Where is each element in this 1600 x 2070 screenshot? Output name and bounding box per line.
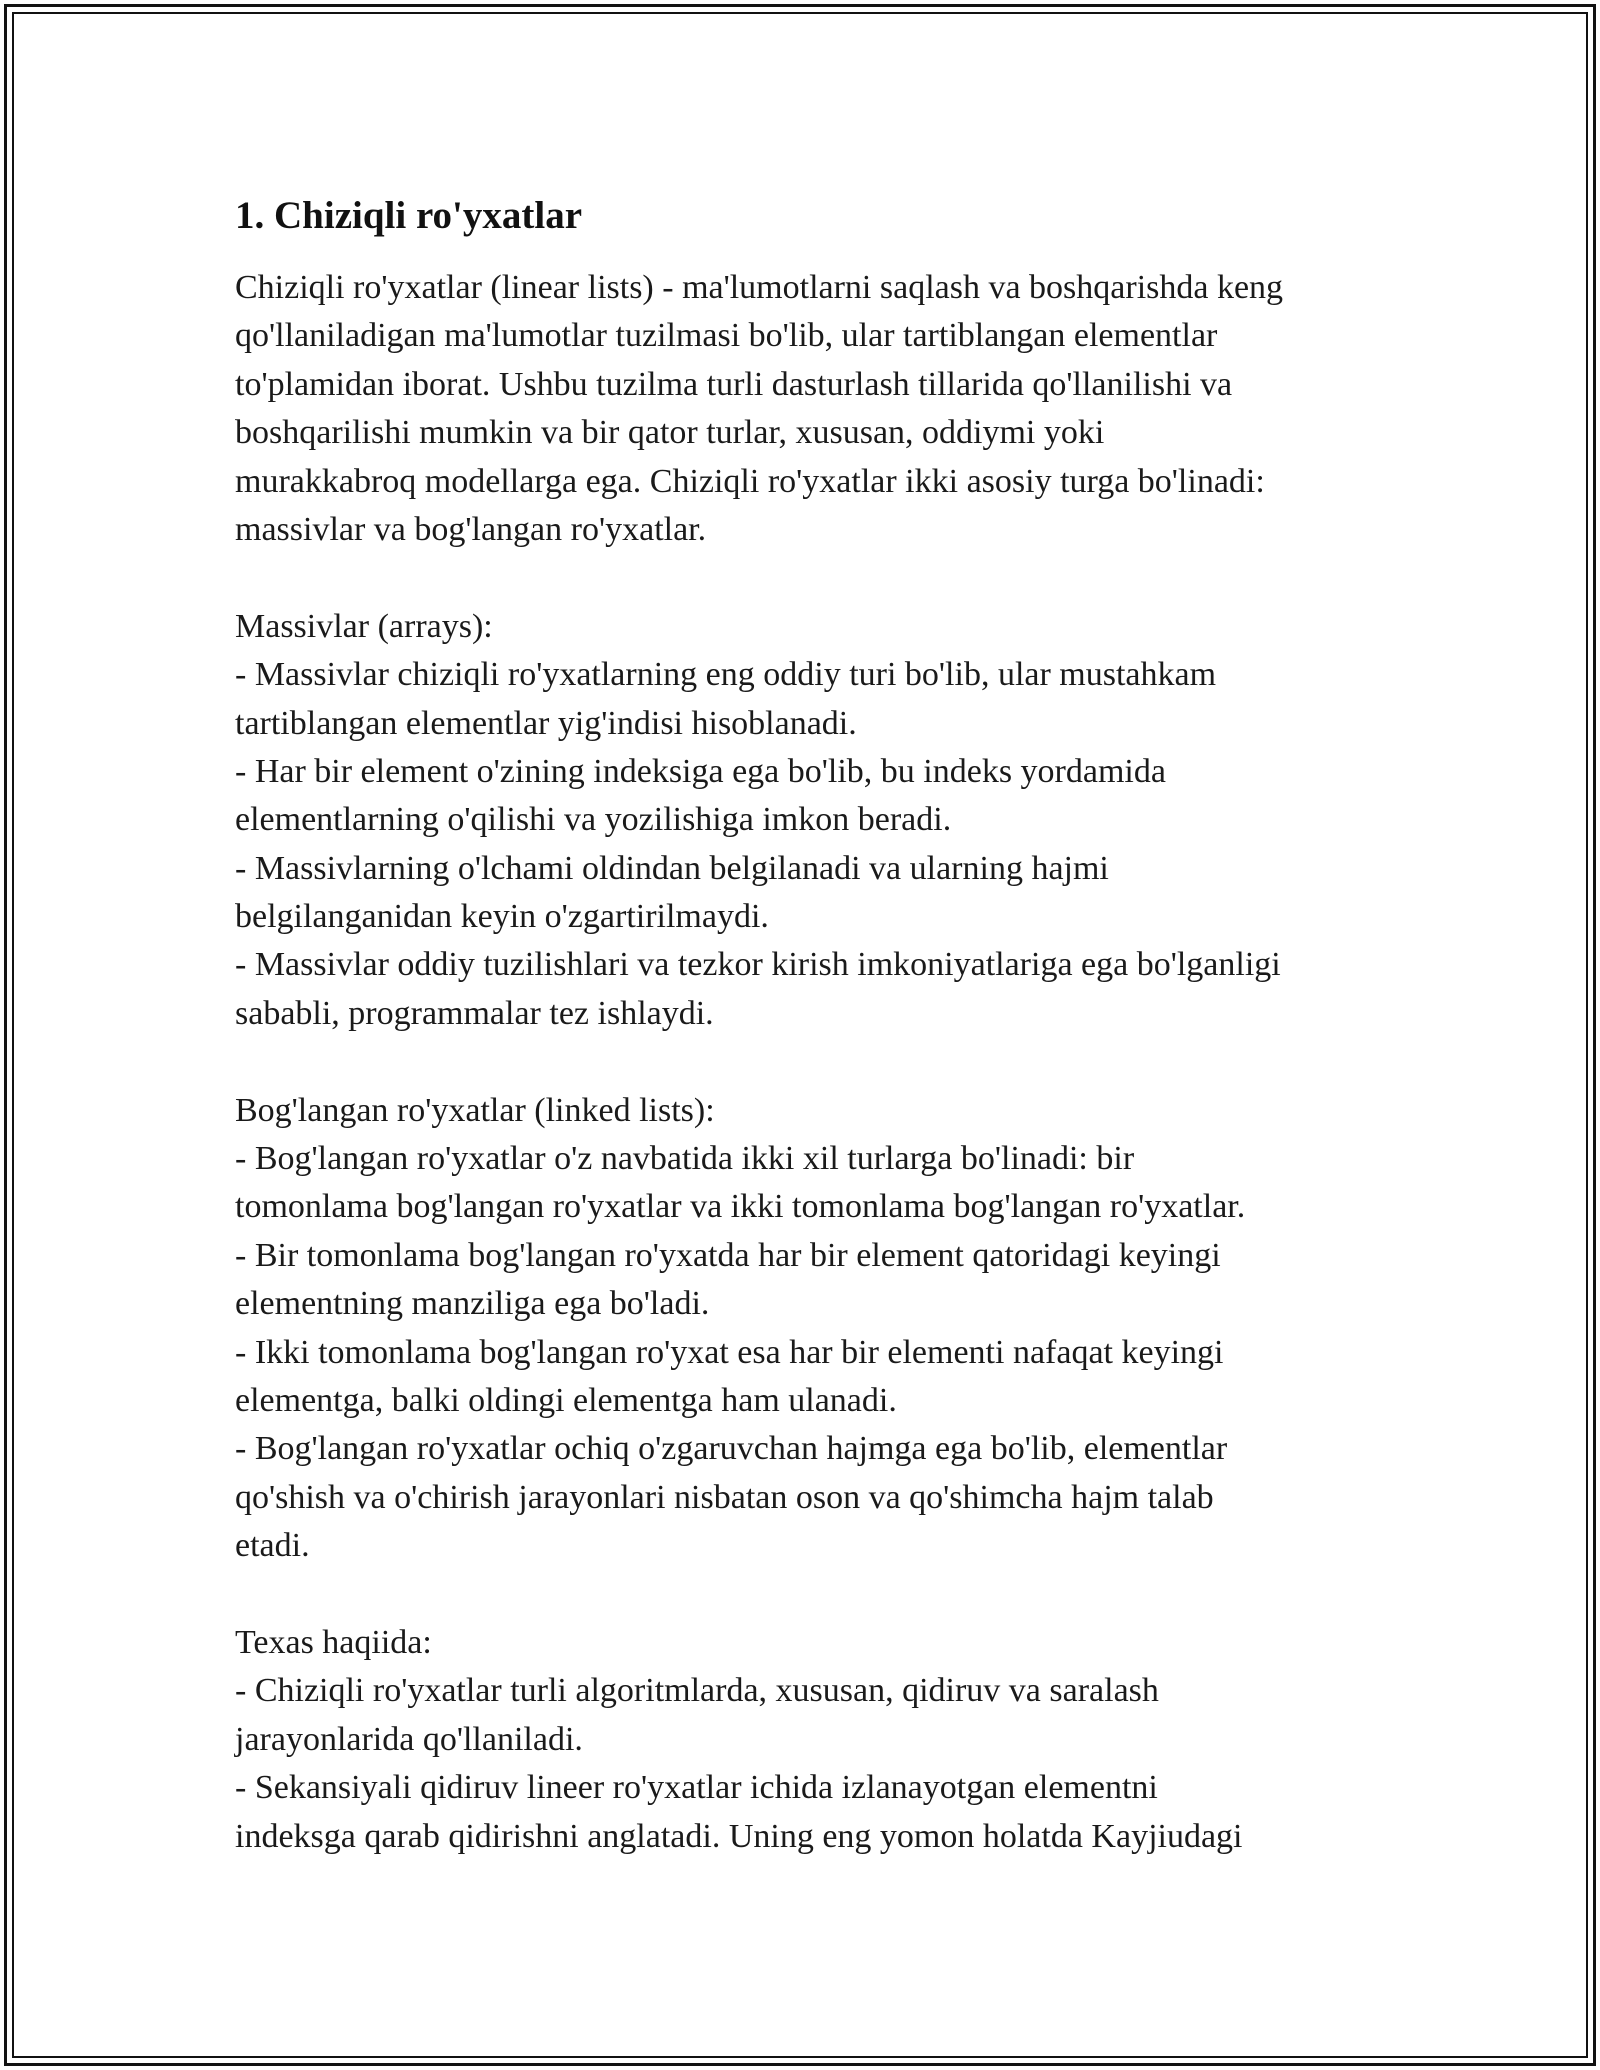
text-line: boshqarilishi mumkin va bir qator turlar, xususan, oddiymi yoki [235, 414, 1105, 452]
linked-lists-section-title: Bog'langan ro'yxatlar (linked lists): [235, 1091, 715, 1129]
text-line: etadi. [235, 1527, 310, 1565]
texas-section-title: Texas haqiida: [235, 1623, 432, 1661]
text-line: - Bir tomonlama bog'langan ro'yxatda har bir element qatoridagi keyingi [235, 1236, 1221, 1274]
text-line: - Sekansiyali qidiruv lineer ro'yxatlar ichida izlanayotgan elementni [235, 1769, 1158, 1807]
section-heading: 1. Chiziqli ro'yxatlar [235, 194, 583, 237]
text-line: sababli, programmalar tez ishlaydi. [235, 994, 714, 1032]
text-line: - Chiziqli ro'yxatlar turli algoritmlarda, xususan, qidiruv va saralash [235, 1672, 1159, 1710]
text-line: - Bog'langan ro'yxatlar o'z navbatida ikki xil turlarga bo'linadi: bir [235, 1140, 1135, 1178]
text-line: qo'shish va o'chirish jarayonlari nisbatan oson va qo'shimcha hajm talab [235, 1478, 1214, 1516]
text-line: - Har bir element o'zining indeksiga ega bo'lib, bu indeks yordamida [235, 752, 1166, 790]
document-body [235, 188, 1375, 1861]
text-line: - Massivlar chiziqli ro'yxatlarning eng oddiy turi bo'lib, ular mustahkam [235, 656, 1217, 694]
text-line: tartiblangan elementlar yig'indisi hisoblanadi. [235, 704, 857, 742]
text-line: belgilanganidan keyin o'zgartirilmaydi. [235, 898, 769, 936]
text-line: murakkabroq modellarga ega. Chiziqli ro'yxatlar ikki asosiy turga bo'linadi: [235, 462, 1265, 500]
text-line: elementning manziliga ega bo'ladi. [235, 1285, 710, 1323]
text-line: massivlar va bog'langan ro'yxatlar. [235, 510, 707, 548]
text-line: - Bog'langan ro'yxatlar ochiq o'zgaruvchan hajmga ega bo'lib, elementlar [235, 1430, 1228, 1468]
text-line: tomonlama bog'langan ro'yxatlar va ikki tomonlama bog'langan ro'yxatlar. [235, 1188, 1246, 1226]
text-line: - Massivlar oddiy tuzilishlari va tezkor kirish imkoniyatlariga ega bo'lganligi [235, 946, 1281, 984]
text-line: - Ikki tomonlama bog'langan ro'yxat esa har bir elementi nafaqat keyingi [235, 1333, 1224, 1371]
paragraph-spacer [235, 554, 1375, 602]
paragraph-spacer [235, 1038, 1375, 1086]
arrays-section-title: Massivlar (arrays): [235, 607, 493, 645]
paragraph-spacer [235, 1571, 1375, 1619]
text-line: - Massivlarning o'lchami oldindan belgilanadi va ularning hajmi [235, 849, 1109, 887]
linked-lists-section [235, 1087, 1375, 1571]
intro-paragraph [235, 264, 1375, 554]
text-line: Chiziqli ro'yxatlar (linear lists) - ma'lumotlarni saqlash va boshqarishda keng [235, 269, 1284, 306]
text-line: to'plamidan iborat. Ushbu tuzilma turli dasturlash tillarida qo'llanilishi va [235, 365, 1233, 403]
text-line: qo'llaniladigan ma'lumotlar tuzilmasi bo'lib, ular tartiblangan elementlar [235, 317, 1218, 355]
texas-section [235, 1619, 1375, 1861]
text-line: elementlarning o'qilishi va yozilishiga imkon beradi. [235, 801, 952, 839]
text-line: indeksga qarab qidirishni anglatadi. Uning eng yomon holatda Kayjiudagi [235, 1817, 1243, 1855]
arrays-section [235, 603, 1375, 1039]
text-line: elementga, balki oldingi elementga ham ulanadi. [235, 1381, 897, 1419]
text-line: jarayonlarida qo'llaniladi. [235, 1720, 583, 1758]
